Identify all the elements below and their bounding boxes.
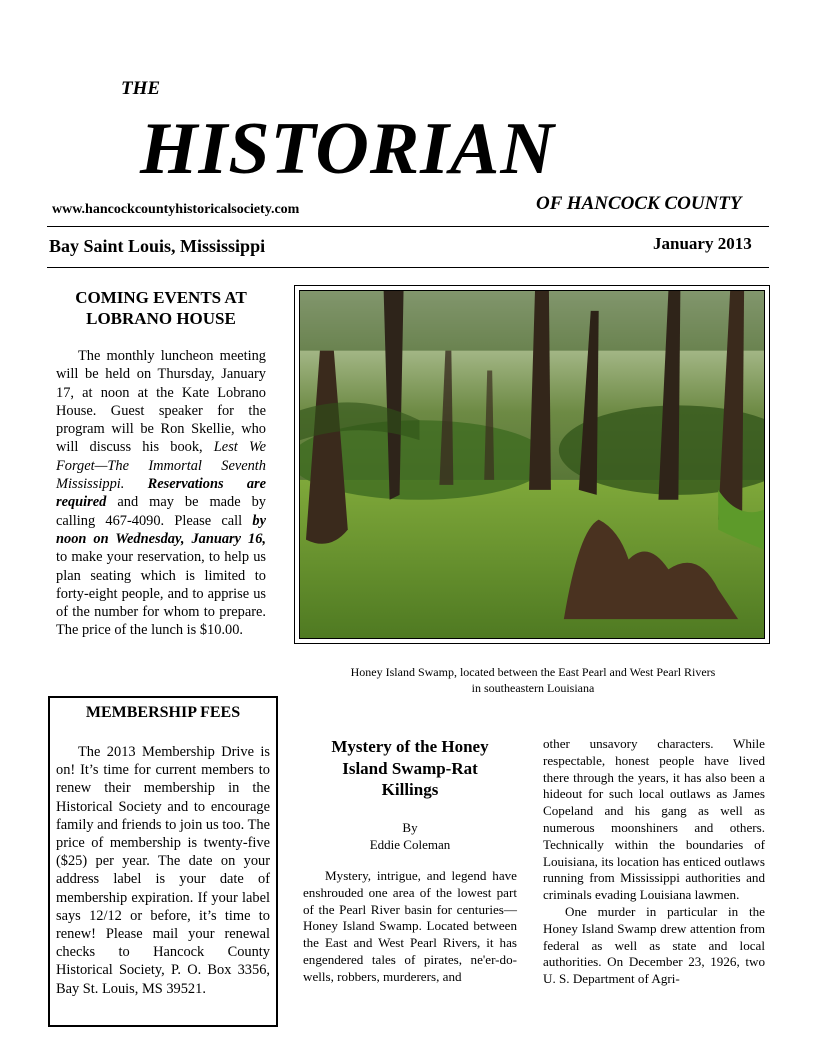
book-title: Lest We Forget—The Immortal Seventh Mississippi. [56,439,267,493]
photo-caption-line2: in southeastern Louisiana [471,681,595,695]
photo-caption [300,664,766,696]
events-heading-line1: COMING EVENTS AT [75,288,247,307]
events-heading [48,287,274,329]
article-column-2 [543,736,765,988]
reservations-required: Reservations are required [56,476,266,511]
article-title-line1: Mystery of the Honey [331,737,489,756]
events-text-1: The monthly luncheon meeting will be held on Thursday, January 17, at noon at the Kate Lobrano House. Guest speaker for the program will be Ron Skellie, who will discuss his book, [56,348,266,456]
article-title [303,736,517,801]
masthead-subtitle: OF HANCOCK COUNTY [536,193,742,214]
byline-by: By [402,820,418,835]
membership-text: The 2013 Membership Drive is on! It’s time for current members to renew their membership in the Historical Society and to encourage family and friends to join us too. The price of membership is twenty-five ($25) per year. The date on your address label is your date of membership expiration. If your label says 12/12 or before, it’s time to renew! Please mail your renewal checks to Hancock County Historical Society, P. O. Box 3356, Bay St. Louis, MS 39521. [56,744,270,997]
photo-caption-line1: Honey Island Swamp, located between the East Pearl and West Pearl Rivers [350,665,716,679]
article-paragraph-2: other unsavory characters. While respectable, honest people have lived there through the years, it has also been a hideout for such local outlaws as James Copeland and his gang as well as numerous moonshiners and others. Technically within the boundaries of Louisiana, its location has enticed outlaws running from Mississippi authorities and criminals evading Louisiana lawmen. [543,736,765,903]
reservation-deadline: by noon on Wednesday, January 16, [56,512,266,547]
events-body [56,347,266,640]
article-title-line3: Killings [381,780,439,799]
swamp-illustration [300,291,764,638]
masthead-the: THE [121,78,161,99]
article-paragraph-1: Mystery, intrigue, and legend have enshrouded one area of the lowest part of the Pearl River basin for centuries—Honey Island Swamp. Located between the East and West Pearl Rivers, it has engendered tales of pirates, ne'er-do-wells, robbers, murderers, and [303,868,517,984]
header-rule-top [47,226,769,227]
website-link[interactable]: www.hancockcountyhistoricalsociety.com [52,202,300,217]
header-rule-bottom [47,267,769,268]
membership-body [56,743,270,998]
swamp-photo [299,290,765,639]
events-text-3: to make your reservation, to help us plan seating which is limited to forty-eight people, and to apprise us of the number for whom to prepare. The price of the lunch is $10.00. [56,549,266,639]
issue-date: January 2013 [653,234,752,253]
events-text-sep [124,476,147,492]
masthead-title: HISTORIAN [140,108,555,190]
article-column-1 [303,868,517,986]
swamp-photo-frame [294,285,770,644]
article-byline [303,819,517,853]
events-heading-line2: LOBRANO HOUSE [86,309,236,328]
byline-author: Eddie Coleman [369,837,451,852]
article-paragraph-3: One murder in particular in the Honey Island Swamp drew attention from federal as well as state and local authorities. On December 23, 1926, two U. S. Department of Agri- [543,903,765,987]
events-text-2: and may be made by calling 467-4090. Please call [56,494,266,529]
membership-heading: MEMBERSHIP FEES [85,704,241,721]
location-label: Bay Saint Louis, Mississippi [49,236,266,256]
article-title-line2: Island Swamp-Rat [342,758,478,778]
